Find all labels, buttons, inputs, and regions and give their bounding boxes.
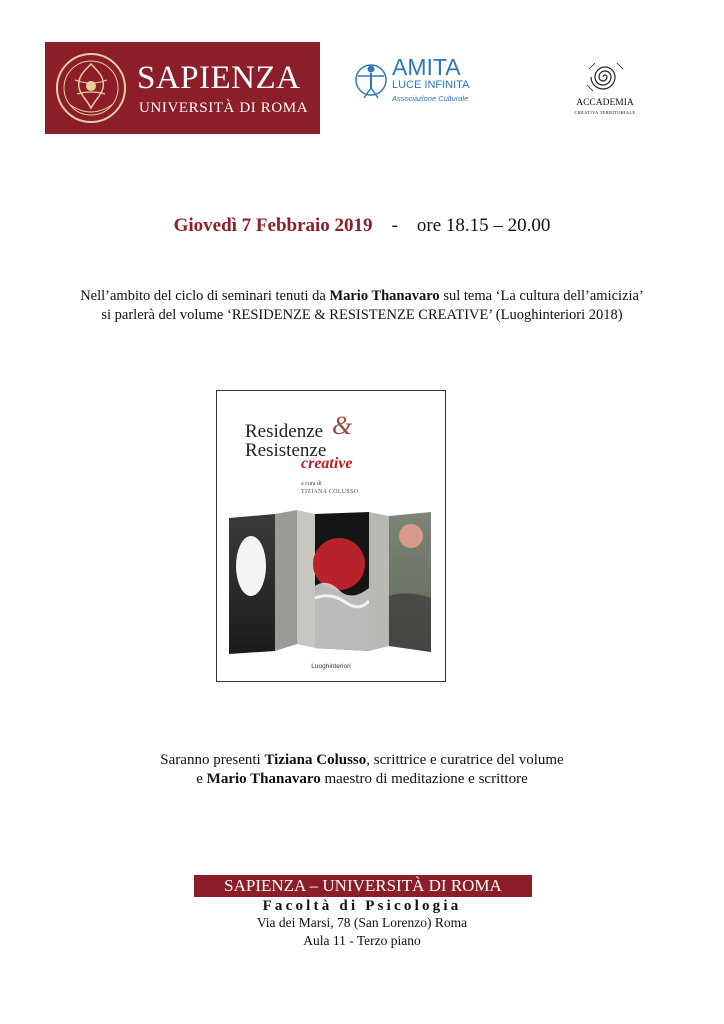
book-curator: TIZIANA COLUSSO: [301, 489, 359, 495]
book-curator-prefix: a cura di: [301, 481, 322, 487]
accademia-logo: [565, 57, 645, 123]
speaker-name: Mario Thanavaro: [329, 288, 440, 304]
presenter-role-2: maestro di meditazione e scrittore: [320, 771, 528, 787]
amita-tagline: Associazione Culturale: [392, 94, 469, 103]
presenters-line-1: [0, 751, 724, 770]
intro-text: Nell’ambito del ciclo di seminari tenuti da: [80, 288, 330, 304]
event-date: Giovedì 7 Febbraio 2019: [173, 215, 373, 236]
presenters-text: Saranno presenti: [160, 752, 265, 768]
book-publisher: Luoghinteriori: [311, 663, 351, 670]
amita-logo: [354, 56, 482, 106]
venue-room: Aula 11 - Terzo piano: [303, 933, 421, 948]
intro-paragraph: [0, 287, 724, 325]
intro-line-1: [0, 287, 724, 306]
sapienza-name: SAPIENZA: [137, 60, 301, 96]
presenter-role-1: , scrittrice e curatrice del volume: [366, 752, 564, 768]
event-separator: -: [391, 215, 398, 236]
venue-banner: SAPIENZA – UNIVERSITÀ DI ROMA: [194, 875, 532, 897]
amita-subtitle: LUCE INFINITA: [392, 79, 470, 91]
amita-name: AMITA: [392, 54, 461, 80]
intro-line-2: si parlerà del volume ‘RESIDENZE & RESISTENZE CREATIVE’ (Luoghinteriori 2018): [101, 307, 623, 323]
presenters-line-2: [0, 770, 724, 789]
book-title-line-1: Residenze: [245, 421, 324, 442]
presenter-name-2: Mario Thanavaro: [206, 771, 321, 787]
book-title-ampersand: &: [332, 411, 353, 440]
presenters-paragraph: [0, 751, 724, 789]
event-datetime: [0, 215, 724, 237]
accademia-name: ACCADEMIA: [576, 98, 634, 108]
venue-faculty: Facoltà di Psicologia: [262, 898, 462, 914]
intro-topic: sul tema ‘La cultura dell’amicizia’: [439, 288, 644, 304]
presenter-name-1: Tiziana Colusso: [264, 752, 367, 768]
event-time: ore 18.15 – 20.00: [416, 215, 551, 236]
book-title-line-3: creative: [301, 455, 353, 472]
sapienza-seal-icon: [55, 52, 127, 124]
sapienza-subtitle: UNIVERSITÀ DI ROMA: [139, 100, 309, 116]
book-cover: [216, 390, 446, 682]
book-title-line-2: Resistenze: [245, 440, 327, 461]
sapienza-logo: [45, 42, 320, 134]
accademia-subtitle: CREATIVA TERRITORIALE: [574, 110, 636, 115]
presenters-conjunction: e: [196, 771, 207, 787]
vitruvian-figure-icon: [354, 56, 388, 104]
spiral-icon: [583, 57, 627, 97]
book-cover-artwork: [227, 506, 435, 656]
venue-address: Via dei Marsi, 78 (San Lorenzo) Roma: [256, 915, 468, 930]
